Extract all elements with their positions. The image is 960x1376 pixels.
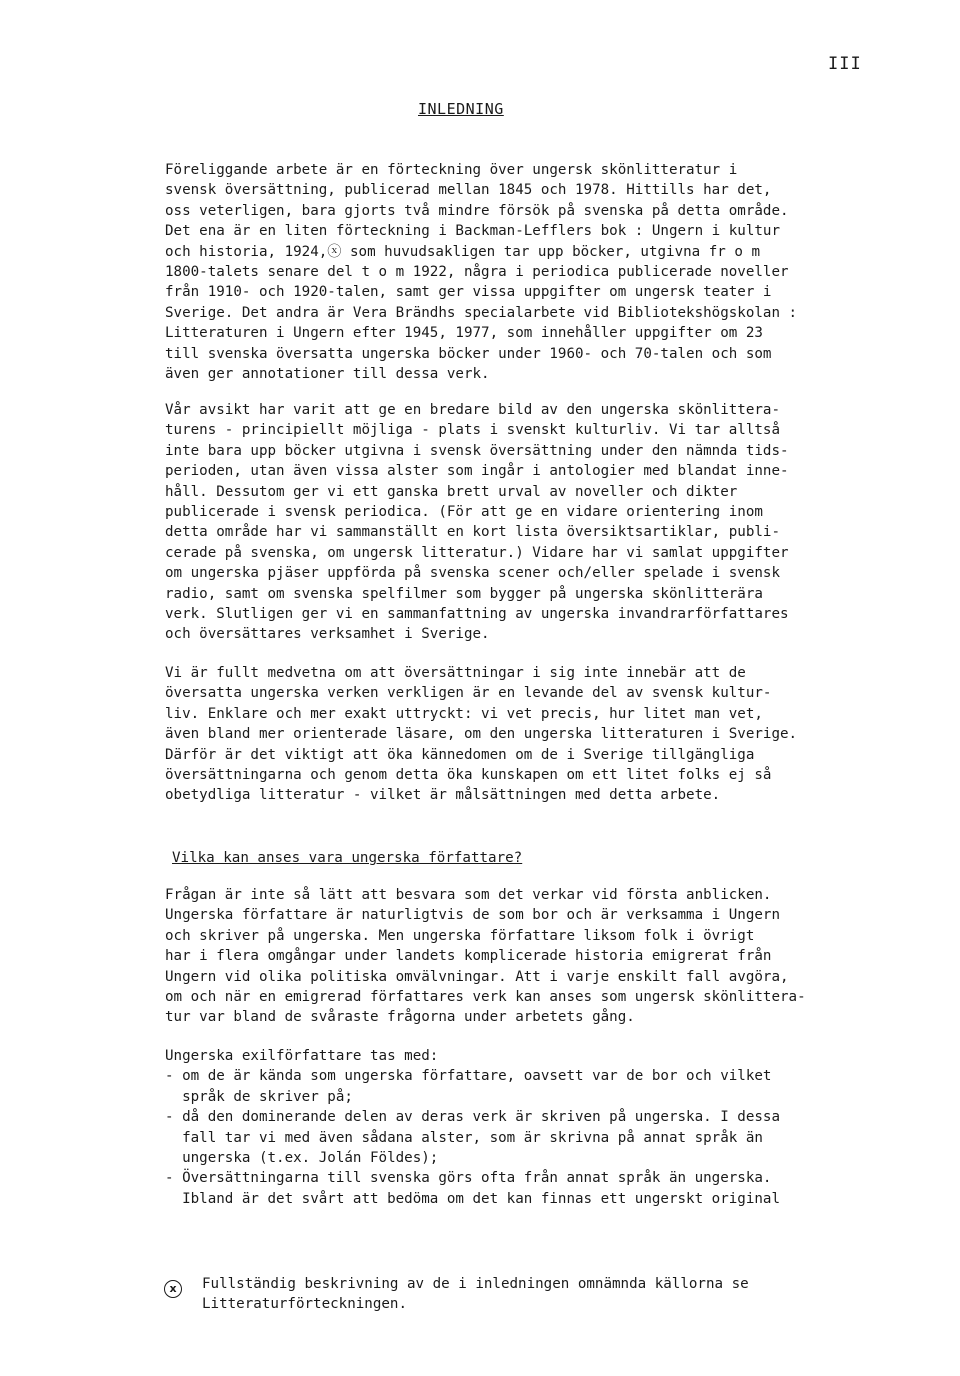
text-line: - Översättningarna till svenska görs ofta från annat språk än ungerska. — [165, 1170, 772, 1187]
text-line: Litteraturen i Ungern efter 1945, 1977, som innehåller uppgifter om 23 — [165, 325, 763, 342]
text-line: cerade på svenska, om ungersk litteratur.) Vidare har vi samlat uppgifter — [165, 544, 789, 561]
text-line: även bland mer orienterade läsare, om den ungerska litteraturen i Sverige. — [165, 726, 798, 743]
text-line: - då den dominerande delen av deras verk är skriven på ungerska. I dessa — [165, 1109, 780, 1126]
text-line: turens - principiellt möjliga - plats i svenskt kulturliv. Vi tar alltså — [165, 422, 780, 439]
footnote-marker-icon: x — [164, 1280, 182, 1298]
page-title: INLEDNING — [418, 100, 504, 118]
footnote — [202, 1274, 749, 1315]
text-line: inte bara upp böcker utgivna i svensk översättning under den nämnda tids- — [165, 442, 789, 459]
text-line: Vi är fullt medvetna om att översättningar i sig inte innebär att de — [165, 665, 746, 681]
text-line: håll. Dessutom ger vi ett ganska brett urval av noveller och dikter — [165, 483, 738, 500]
page-number: III — [828, 54, 862, 74]
text-line: - om de är kända som ungerska författare, oavsett var de bor och vilket — [165, 1068, 772, 1085]
paragraph-exile-criteria — [165, 1046, 945, 1209]
text-line: Därför är det viktigt att öka kännedomen om de i Sverige tillgängliga — [165, 746, 755, 763]
paragraph-purpose — [165, 400, 945, 645]
text-line: Ungern vid olika politiska omvälvningar. Att i varje enskilt fall avgöra, — [165, 968, 789, 985]
text-line: detta område har vi sammanställt en kort lista översiktsartiklar, publi- — [165, 524, 780, 541]
paragraph-awareness — [165, 663, 945, 806]
text-line: oss veterligen, bara gjorts två mindre försök på svenska på detta område. — [165, 202, 789, 219]
text-line: Det ena är en liten förteckning i Backman-Lefflers bok : Ungern i kultur — [165, 223, 780, 240]
text-line: liv. Enklare och mer exakt uttryckt: vi vet precis, hur litet man vet, — [165, 705, 763, 722]
text-line: översättningarna och genom detta öka kunskapen om ett litet folks ej så — [165, 766, 772, 783]
text-line: Vår avsikt har varit att ge en bredare bild av den ungerska skönlittera- — [165, 402, 780, 418]
paragraph-intro — [165, 160, 945, 384]
text-line: och historia, 1924,ⓧ som huvudsakligen tar upp böcker, utgivna fr o m — [165, 243, 761, 260]
text-line: fall tar vi med även sådana alster, som är skrivna på annat språk än — [165, 1129, 763, 1146]
text-line: till svenska översatta ungerska böcker under 1960- och 70-talen och som — [165, 345, 772, 362]
text-line: från 1910- och 1920-talen, samt ger vissa uppgifter om ungersk teater i — [165, 284, 772, 301]
text-line: perioden, utan även vissa alster som ingår i antologier med blandat inne- — [165, 463, 789, 480]
text-line: Sverige. Det andra är Vera Brändhs specialarbete vid Bibliotekshögskolan : — [165, 304, 798, 321]
text-line: om ungerska pjäser uppförda på svenska scener och/eller spelade i svensk — [165, 565, 780, 582]
paragraph-question — [165, 885, 945, 1028]
text-line: och översättares verksamhet i Sverige. — [165, 626, 490, 643]
text-line: om och när en emigrerad författares verk kan anses som ungersk skönlittera- — [165, 988, 806, 1005]
text-line: Litteraturförteckningen. — [202, 1296, 407, 1313]
text-line: Frågan är inte så lätt att besvara som det verkar vid första anblicken. — [165, 887, 772, 903]
text-line: Föreliggande arbete är en förteckning över ungersk skönlitteratur i — [165, 162, 738, 178]
section-heading: Vilka kan anses vara ungerska författare? — [172, 850, 523, 866]
text-line: har i flera omgångar under landets komplicerade historia emigrerat från — [165, 948, 772, 965]
text-line: och skriver på ungerska. Men ungerska författare liksom folk i övrigt — [165, 927, 755, 944]
text-line: verk. Slutligen ger vi en sammanfattning av ungerska invandrarförfattares — [165, 605, 789, 622]
text-line: översatta ungerska verken verkligen är en levande del av svensk kultur- — [165, 685, 772, 702]
text-line: radio, samt om svenska spelfilmer som bygger på ungerska skönlitterära — [165, 585, 763, 602]
text-line: tur var bland de svåraste frågorna under arbetets gång. — [165, 1009, 635, 1026]
text-line: publicerade i svensk periodica. (För att ge en vidare orientering inom — [165, 503, 763, 520]
text-line: Ibland är det svårt att bedöma om det kan finnas ett ungerskt original — [165, 1190, 780, 1207]
text-line: Fullständig beskrivning av de i inledningen omnämnda källorna se — [202, 1276, 749, 1292]
text-line: även ger annotationer till dessa verk. — [165, 365, 490, 382]
text-line: Ungerska författare är naturligtvis de som bor och är verksamma i Ungern — [165, 907, 780, 924]
text-line: språk de skriver på; — [165, 1088, 353, 1105]
text-line: svensk översättning, publicerad mellan 1845 och 1978. Hittills har det, — [165, 182, 772, 199]
text-line: obetydliga litteratur - vilket är målsättningen med detta arbete. — [165, 787, 721, 804]
text-line: 1800-talets senare del t o m 1922, några i periodica publicerade noveller — [165, 263, 789, 280]
text-line: Ungerska exilförfattare tas med: — [165, 1048, 439, 1064]
text-line: ungerska (t.ex. Jolán Földes); — [165, 1149, 439, 1166]
